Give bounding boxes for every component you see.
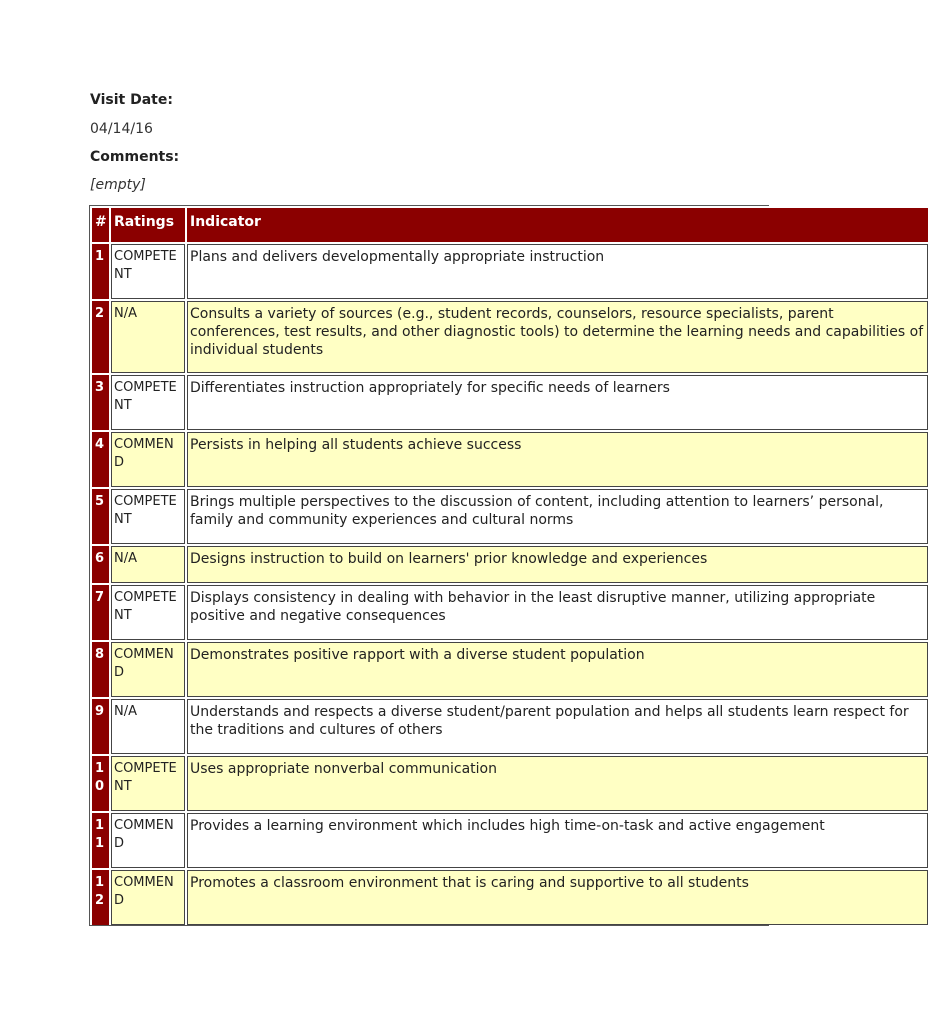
ratings-table-container [89, 205, 924, 926]
row-number [92, 244, 109, 299]
row-number-text: 4 [95, 437, 105, 452]
row-number-text: 9 [95, 704, 105, 719]
row-indicator: Understands and respects a diverse student/parent population and helps all students learn respect for the traditions and cultures of others [187, 699, 928, 754]
row-number [92, 870, 109, 925]
row-indicator: Plans and delivers developmentally appropriate instruction [187, 244, 928, 299]
row-number-text: 7 [95, 590, 105, 605]
row-number [92, 301, 109, 373]
row-number-text: 12 [95, 875, 105, 908]
visit-date-label: Visit Date: [90, 92, 173, 108]
row-rating: N/A [111, 546, 185, 583]
column-header-number: # [92, 208, 109, 242]
row-number-text: 1 [95, 249, 105, 264]
row-number [92, 813, 109, 868]
comments-value: [empty] [90, 177, 146, 193]
table-row [92, 870, 928, 925]
row-number-text: 8 [95, 647, 105, 662]
row-number-text: 11 [95, 818, 105, 851]
comments-label: Comments: [90, 149, 180, 165]
ratings-table [90, 206, 930, 927]
row-number [92, 546, 109, 583]
row-rating: COMMEND [111, 432, 185, 487]
row-rating: COMPETENT [111, 756, 185, 811]
row-indicator: Promotes a classroom environment that is caring and supportive to all students [187, 870, 928, 925]
row-rating: COMPETENT [111, 489, 185, 544]
table-row [92, 375, 928, 430]
table-body [92, 244, 928, 925]
row-indicator: Displays consistency in dealing with behavior in the least disruptive manner, utilizing appropriate positive and negative consequences [187, 585, 928, 640]
row-rating: COMPETENT [111, 585, 185, 640]
row-number [92, 642, 109, 697]
table-row [92, 301, 928, 373]
row-indicator: Designs instruction to build on learners' prior knowledge and experiences [187, 546, 928, 583]
table-row [92, 699, 928, 754]
table-row [92, 585, 928, 640]
row-rating: COMMEND [111, 642, 185, 697]
visit-date-value: 04/14/16 [90, 121, 153, 137]
table-row [92, 244, 928, 299]
table-header-row [92, 208, 928, 242]
row-rating: N/A [111, 301, 185, 373]
row-number-text: 6 [95, 551, 105, 566]
row-rating: COMMEND [111, 870, 185, 925]
row-number [92, 489, 109, 544]
row-rating: COMMEND [111, 813, 185, 868]
row-number [92, 432, 109, 487]
row-number [92, 585, 109, 640]
row-number [92, 756, 109, 811]
row-indicator: Brings multiple perspectives to the discussion of content, including attention to learners’ personal, family and community experiences and cultural norms [187, 489, 928, 544]
row-number-text: 2 [95, 306, 105, 321]
table-row [92, 546, 928, 583]
row-indicator: Uses appropriate nonverbal communication [187, 756, 928, 811]
row-number-text: 3 [95, 380, 105, 395]
row-number-text: 5 [95, 494, 105, 509]
row-indicator: Consults a variety of sources (e.g., student records, counselors, resource specialists, parent conferences, test results, and other diagnostic tools) to determine the learning needs and capabilities of individual students [187, 301, 928, 373]
column-header-ratings: Ratings [111, 208, 185, 242]
row-indicator: Provides a learning environment which includes high time-on-task and active engagement [187, 813, 928, 868]
row-rating: N/A [111, 699, 185, 754]
row-number-text: 10 [95, 761, 105, 794]
table-row [92, 813, 928, 868]
row-rating: COMPETENT [111, 375, 185, 430]
row-rating: COMPETENT [111, 244, 185, 299]
row-indicator: Differentiates instruction appropriately for specific needs of learners [187, 375, 928, 430]
row-indicator: Persists in helping all students achieve success [187, 432, 928, 487]
table-row [92, 642, 928, 697]
column-header-indicator: Indicator [187, 208, 928, 242]
table-row [92, 489, 928, 544]
row-number [92, 699, 109, 754]
table-row [92, 432, 928, 487]
row-number [92, 375, 109, 430]
table-row [92, 756, 928, 811]
row-indicator: Demonstrates positive rapport with a diverse student population [187, 642, 928, 697]
